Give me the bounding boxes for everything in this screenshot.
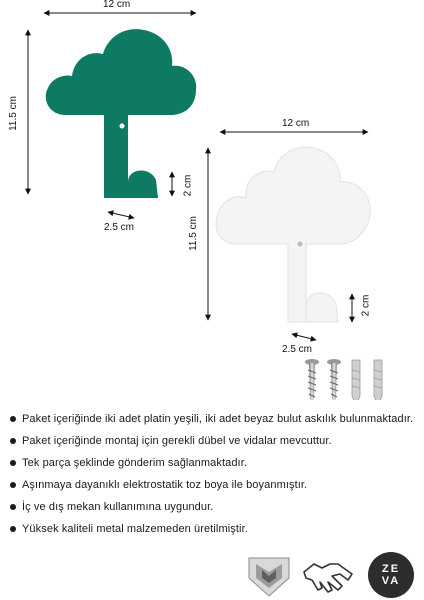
brand-logo-text: ZEVA [381, 563, 401, 587]
feature-item: İç ve dış mekan kullanımına uygundur. [8, 500, 420, 514]
white-screw-hole [298, 242, 303, 247]
white-hook-height-label: 2 cm [360, 294, 372, 317]
green-depth-line [108, 212, 134, 218]
feature-item: Paket içeriğinde iki adet platin yeşili, iki adet beyaz bulut askılık bulunmaktadır. [8, 412, 420, 426]
brand-logo [368, 552, 414, 598]
white-hook [306, 293, 338, 322]
screw-icon-2 [327, 359, 341, 400]
white-depth-label: 2.5 cm [282, 344, 313, 355]
shield-logo-icon [244, 552, 294, 600]
green-depth-label: 2.5 cm [104, 222, 135, 233]
white-cloud-hanger [216, 147, 370, 322]
white-depth-line [292, 334, 316, 340]
green-screw-hole [120, 124, 125, 129]
feature-item: Paket içeriğinde montaj için gerekli dübel ve vidalar mevcuttur. [8, 434, 420, 448]
feature-item: Yüksek kaliteli metal malzemeden üretilmiştir. [8, 522, 420, 536]
handshake-icon [302, 554, 354, 598]
green-width-label: 12 cm [103, 0, 131, 10]
feature-item: Aşınmaya dayanıklı elektrostatik toz boya ile boyanmıştır. [8, 478, 420, 492]
green-cloud-hanger [46, 29, 196, 198]
green-cloud-shape [46, 29, 196, 198]
feature-item: Tek parça şeklinde gönderim sağlanmaktadır. [8, 456, 420, 470]
green-hook [128, 170, 158, 198]
dowel-icon [352, 360, 360, 400]
dowel-icon-2 [374, 360, 382, 400]
logo-row [0, 552, 424, 600]
white-cloud-shape [216, 147, 370, 322]
green-height-label: 11.5 cm [7, 96, 19, 131]
white-width-label: 12 cm [282, 118, 310, 129]
white-height-label: 11.5 cm [187, 216, 199, 251]
feature-list [8, 412, 420, 544]
screw-icon [305, 359, 319, 400]
green-hook-height-label: 2 cm [182, 174, 194, 197]
